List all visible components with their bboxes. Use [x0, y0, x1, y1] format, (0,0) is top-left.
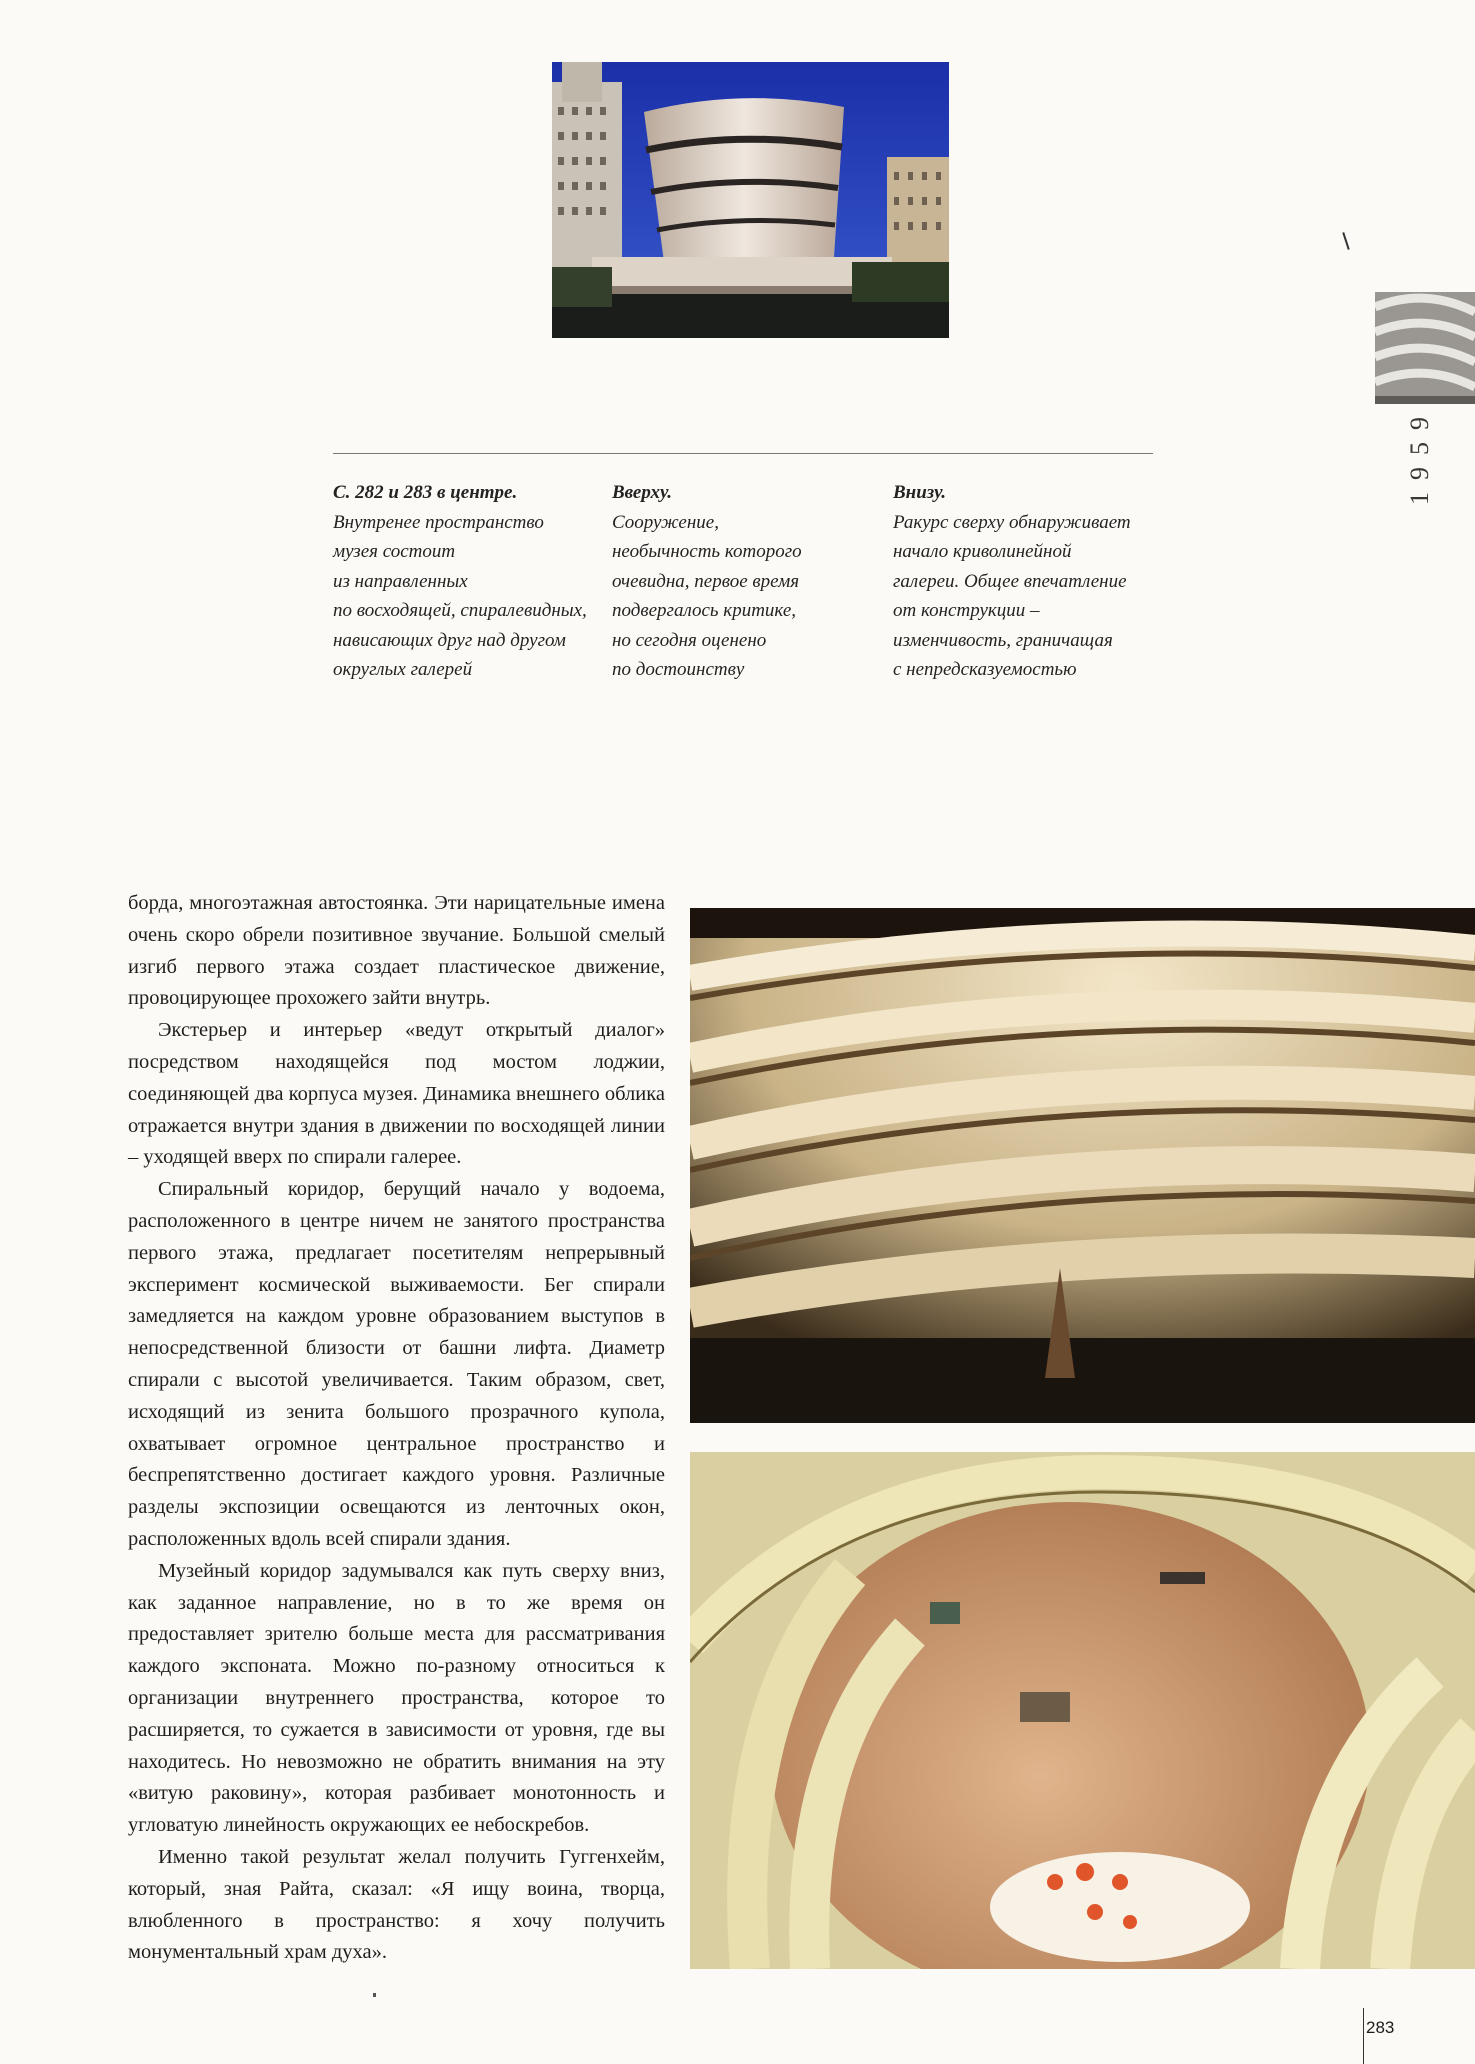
caption-divider [333, 453, 1153, 454]
paragraph: борда, многоэтажная автостоянка. Эти нарицательные имена очень скоро обрели позитивное звучание. Большой смелый изгиб первого этажа создает пластическое движение, провоцирующее прохожего зайти внутрь. [128, 892, 665, 1010]
scan-speck [373, 1993, 376, 1997]
article-body [128, 888, 665, 1969]
paragraph: Спиральный коридор, берущий начало у водоема, расположенного в центре ничем не занятого пространства первого этажа, предлагает посетителям непрерывный эксперимент космической выживаемости. Бег спирали замедляется на каждом уровне образованием выступов в непосредственной близости от башни лифта. Диаметр спирали с высотой увеличивается. Таким образом, свет, исходящий из зенита большого прозрачного купола, охватывает огромное центральное пространство и беспрепятственно достигает каждого уровня. Различные разделы экспозиции освещаются из ленточных окон, расположенных вдоль всей спирали здания. [128, 1178, 665, 1550]
caption-top [612, 478, 882, 685]
paragraph: Музейный коридор задумывался как путь сверху вниз, как заданное направление, но в то же время он предоставляет зрителю больше места для рассматривания каждого экспоната. Можно по-разному относиться к организации внутреннего пространства, которое то расширяется, то сужается в зависимости от уровня, где вы находитесь. Но невозможно не обратить внимания на эту «витую раковину», которая разбивает монотонность и угловатую линейность окружающих ее небоскребов. [128, 1559, 665, 1837]
paragraph: Именно такой результат желал получить Гуггенхейм, который, зная Райта, сказал: «Я ищу воина, творца, влюбленного в пространство: я хочу получить монументальный храм духа». [128, 1845, 665, 1964]
aerial-interior-photo [690, 1452, 1475, 1969]
interior-photo [690, 908, 1475, 1423]
page-number: 283 [1366, 2018, 1395, 2037]
chapter-year [1405, 405, 1445, 505]
scan-mark [1342, 232, 1349, 250]
caption-text: Внутренее пространство музея состоит из направленных по восходящей, спиралевидных, нависающих друг над другом округлых галерей [333, 511, 587, 680]
caption-title: Внизу. [893, 482, 947, 503]
caption-text: Ракурс сверху обнаруживает начало криволинейной галереи. Общее впечатление от конструкции – изменчивость, граничащая с непредсказуемостью [893, 511, 1131, 680]
chapter-tab-thumbnail [1375, 292, 1475, 404]
caption-center [333, 478, 603, 685]
paragraph: Экстерьер и интерьер «ведут открытый диалог» посредством находящейся под мостом лоджии, соединяющей два корпуса музея. Динамика внешнего облика отражается внутри здания в движении по восходящей линии – уходящей вверх по спирали галерее. [128, 1019, 665, 1169]
caption-title: Вверху. [612, 482, 672, 503]
caption-text: Сооружение, необычность которого очевидна, первое время подвергалось критике, но сегодня оценено по достоинству [612, 511, 802, 680]
page-number-rule [1363, 2008, 1364, 2064]
caption-title: С. 282 и 283 в центре. [333, 482, 518, 503]
caption-bottom [893, 478, 1163, 685]
year-label: 1959 [1405, 405, 1434, 505]
exterior-photo [552, 62, 949, 338]
